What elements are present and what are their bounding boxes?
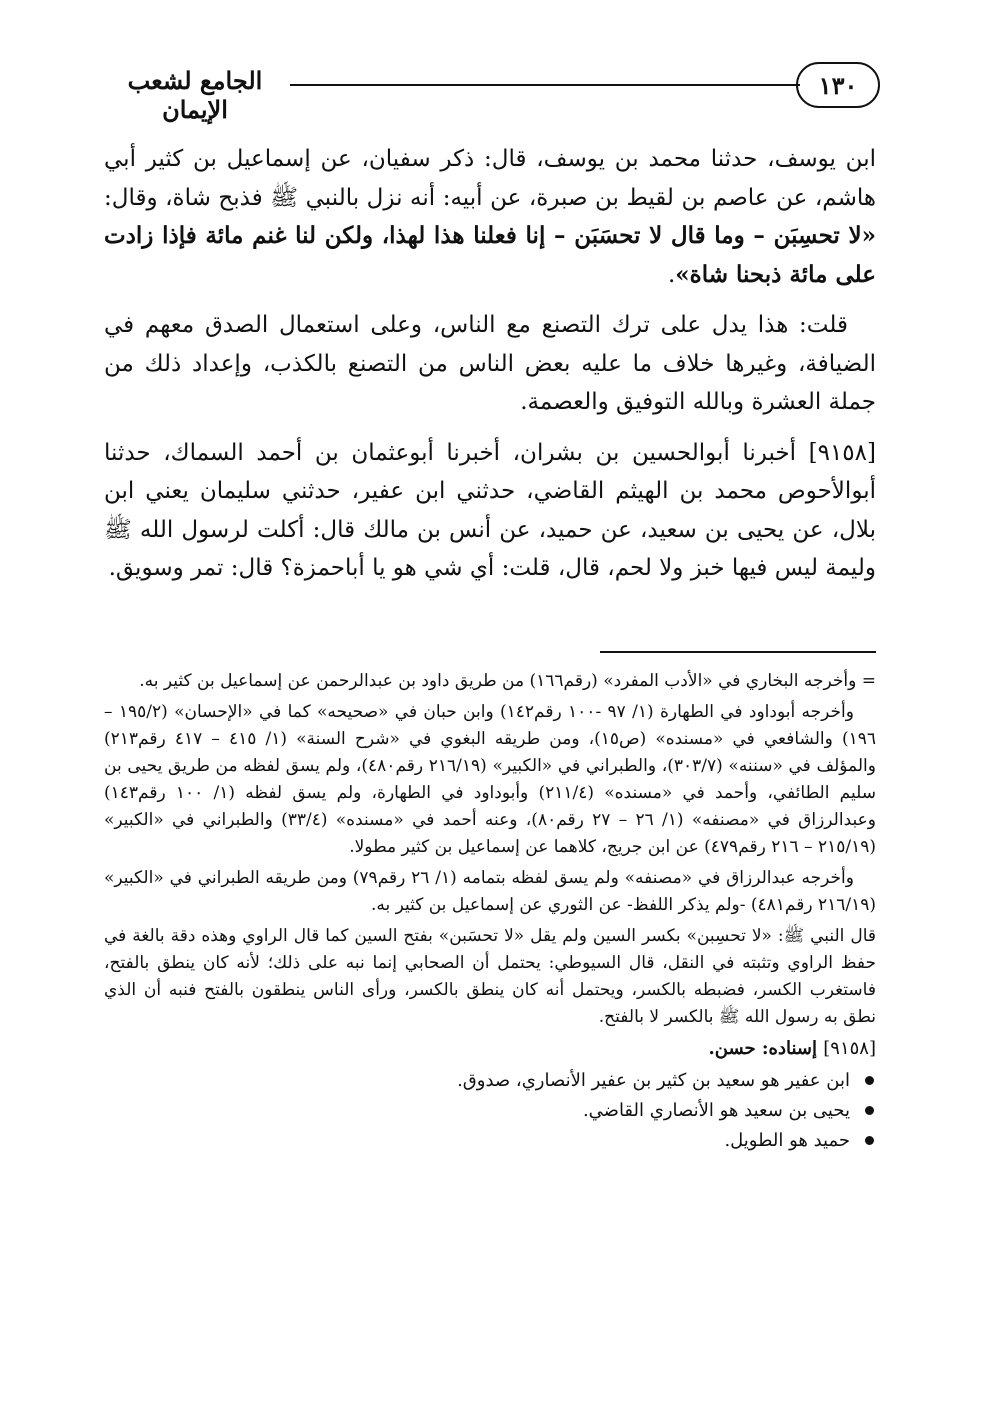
main-text bbox=[104, 140, 876, 600]
list-item-text: حميد هو الطويل. bbox=[724, 1130, 850, 1151]
bullet-icon bbox=[865, 1106, 874, 1115]
isnad-grade: إسناده: حسن. bbox=[708, 1038, 824, 1059]
list-item bbox=[104, 1066, 850, 1096]
isnad-number: [٩١٥٨] bbox=[823, 1038, 876, 1059]
list-item-text: ابن عفير هو سعيد بن كثير بن عفير الأنصاري، صدوق. bbox=[457, 1070, 850, 1091]
list-item-text: يحيى بن سعيد هو الأنصاري القاضي. bbox=[582, 1100, 850, 1121]
page-header bbox=[100, 62, 880, 124]
bullet-icon bbox=[865, 1076, 874, 1085]
paragraph-hadith-continuation bbox=[104, 140, 876, 294]
footnote-separator bbox=[600, 651, 876, 653]
para1-quote: «لا تحسِبَن – وما قال لا تحسَبَن – إنا فعلنا هذا لهذا، ولكن لنا غنم مائة فإذا زادت على مائة ذبحنا شاة» bbox=[104, 222, 876, 288]
para1-end: . bbox=[667, 261, 676, 288]
paragraph-commentary: قلت: هذا يدل على ترك التصنع مع الناس، وعلى استعمال الصدق معهم في الضيافة، وغيرها خلاف ما عليه بعض الناس من التصنع بالكذب، وإعداد ذلك من جملة العشرة وبالله التوفيق والعصمة. bbox=[104, 312, 876, 415]
isnad-line bbox=[104, 1035, 876, 1062]
footnote-2: وأخرجه أبوداود في الطهارة (١/ ٩٧ -١٠٠ رقم١٤٢) وابن حبان في «صحيحه» كما في «الإحسان» (١٩٥/٢ – ١٩٦) والشافعي في «مسنده» (ص١٥)، ومن طريقه البغوي في «شرح السنة» (١/ ٤١٥ – ٤١٧ رقم٢١٣) والمؤلف في «سننه» (٣٠٣/٧)، والطبراني في «الكبير» (٢١٦/١٩ رقم٤٨٠)، ولم يسق لفظه من طريق يحيى بن سليم الطائفي، وأحمد في «مسنده» (٢١١/٤) وأبوداود في الطهارة، ولم يسق لفظه (١/ ١٠٠ رقم١٤٣) وعبدالرزاق في «مصنفه» (١/ ٢٦ – ٢٧ رقم٨٠)، وعنه أحمد في «مسنده» (٣٣/٤) والطبراني في «الكبير» (٢١٥/١٩ – ٢١٦ رقم٤٧٩) عن ابن جريج، كلاهما عن إسماعيل بن كثير مطولا. bbox=[104, 702, 876, 857]
book-title: الجامع لشعب الإيمان bbox=[127, 66, 263, 124]
page-number: ١٣٠ bbox=[796, 62, 880, 108]
header-rule bbox=[290, 84, 800, 86]
paragraph-hadith-9158 bbox=[104, 434, 876, 588]
list-item bbox=[104, 1126, 850, 1156]
footnote-1: = وأخرجه البخاري في «الأدب المفرد» (رقم١٦٦) من طريق داود بن عبدالرحمن عن إسماعيل بن كثير به. bbox=[139, 671, 876, 691]
narrator-list bbox=[104, 1066, 876, 1156]
list-item bbox=[104, 1096, 850, 1126]
footnote-4: قال النبي ﷺ: «لا تحسِبن» بكسر السين ولم يقل «لا تحسَبن» بفتح السين كما قال الراوي وهذه دقة بالغة في حفظ الراوي وتثبته في النقل، قال السيوطي: يحتمل أن الصحابي إنما نبه على ذلك؛ لأنه كان ينطق بالفتح، فاستغرب الكسر، فضبطه بالكسر، ويحتمل أنه كان ينطق بالكسر، ورأى الناس ينطقون بالفتح فنبه أن الذي نطق به رسول الله ﷺ بالكسر لا بالفتح. bbox=[104, 926, 876, 1027]
footnote-3: وأخرجه عبدالرزاق في «مصنفه» ولم يسق لفظه بتمامه (١/ ٢٦ رقم٧٩) ومن طريقه الطبراني في «الكبير» (٢١٦/١٩ رقم٤٨١) -ولم يذكر اللفظ- عن الثوري عن إسماعيل بن كثير به. bbox=[104, 868, 876, 915]
hadith-number: [٩١٥٨] bbox=[808, 439, 876, 466]
footnotes bbox=[104, 668, 876, 1156]
bullet-icon bbox=[865, 1136, 874, 1145]
para1-text: ابن يوسف، حدثنا محمد بن يوسف، قال: ذكر سفيان، عن إسماعيل بن كثير أبي هاشم، عن عاصم بن لقيط بن صبرة، عن أبيه: أنه نزل بالنبي ﷺ فذبح شاة، وقال: bbox=[104, 146, 876, 211]
hadith-text: أخبرنا أبوالحسين بن بشران، أخبرنا أبوعثمان بن أحمد السماك، حدثنا أبوالأحوص محمد بن الهيثم القاضي، حدثني ابن عفير، حدثني سليمان يعني ابن بلال، عن يحيى بن سعيد، عن حميد، عن أنس بن مالك قال: أكلت لرسول الله ﷺ وليمة ليس فيها خبز ولا لحم، قال، قلت: أي شي هو يا أباحمزة؟ قال: تمر وسويق. bbox=[104, 439, 877, 581]
